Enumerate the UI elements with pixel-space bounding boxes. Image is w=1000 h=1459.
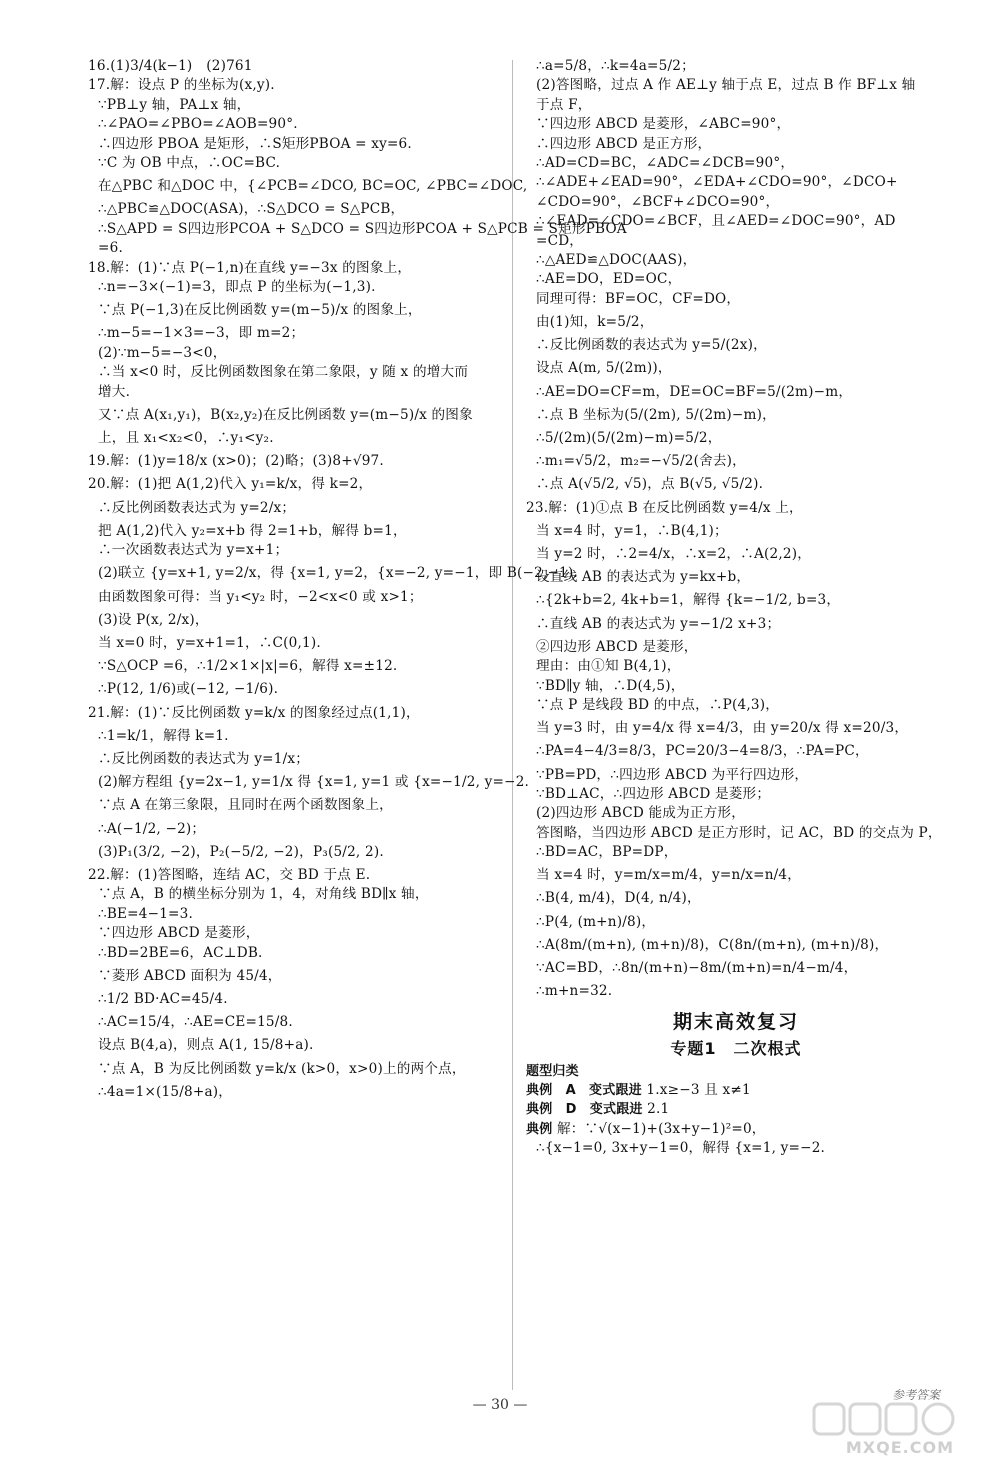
text-line: ∴∠ADE+∠EAD=90°，∠EDA+∠CDO=90°，∠DCO+ <box>536 174 898 191</box>
text-line: 在△PBC 和△DOC 中，{∠PCB=∠DCO, BC=OC, ∠PBC=∠DOC, <box>98 178 528 195</box>
text-line: (2)解方程组 {y=2x−1, y=1/x 得 {x=1, y=1 或 {x=−1/2, y=−2. <box>98 774 530 791</box>
text-line: 22.解：(1)答图略，连结 AC，交 BD 于点 E. <box>88 866 371 883</box>
text-line: ∴P(12, 1/6)或(−12, −1/6). <box>98 681 279 698</box>
text-line: ∴BD=AC，BP=DP， <box>536 844 678 861</box>
section-subtitle: 专题1 二次根式 <box>670 1038 802 1058</box>
text-line: ∴m+n=32. <box>536 983 613 1000</box>
right-column <box>526 58 946 1159</box>
text-line: ∴AC=15/4，∴AE=CE=15/8. <box>98 1014 293 1031</box>
text-line: (2)联立 {y=x+1, y=2/x，得 {x=1, y=2，{x=−2, y=−1，即 B(−2,−1). <box>98 565 578 582</box>
text-line: 答图略，当四边形 ABCD 是正方形时，记 AC，BD 的交点为 P， <box>536 824 942 841</box>
text-line: 由(1)知，k=5/2， <box>536 313 654 330</box>
example-row <box>526 1121 946 1138</box>
text-line: ∠CDO=90°，∠BCF+∠DCO=90°， <box>536 193 780 210</box>
example-label: 典例 A 变式跟进 <box>526 1082 642 1098</box>
text-line: 17.解：设点 P 的坐标为(x,y). <box>88 77 275 94</box>
text-line: ∴反比例函数的表达式为 y=5/(2x)， <box>536 337 767 354</box>
text-line: ∴P(4, (m+n)/8)， <box>536 913 656 930</box>
text-line: (2)∵m−5=−3<0， <box>98 344 227 361</box>
text-line: (3)设 P(x, 2/x)， <box>98 611 209 628</box>
example-row <box>526 1082 946 1099</box>
text-line: ∴S△APD = S四边形PCOA + S△DCO = S四边形PCOA + S△PCB = S矩形PBOA <box>98 220 627 237</box>
text-line: ∵点 A，B 的横坐标分别为 1，4，对角线 BD∥x 轴， <box>98 886 429 903</box>
text-line: ∵菱形 ABCD 面积为 45/4， <box>98 967 282 984</box>
text-line: ∴1/2 BD·AC=45/4. <box>98 990 228 1007</box>
text-line: ∴△PBC≌△DOC(ASA)，∴S△DCO = S△PCB， <box>98 201 405 218</box>
example-answer: 1.x≥−3 且 x≠1 <box>646 1081 751 1098</box>
text-line: ∴m₁=√5/2，m₂=−√5/2(舍去)， <box>536 453 746 470</box>
text-line: 又∵点 A(x₁,y₁)，B(x₂,y₂)在反比例函数 y=(m−5)/x 的图象 <box>98 406 473 423</box>
text-line: ∵PB=PD，∴四边形 ABCD 为平行四边形， <box>536 766 809 783</box>
text-line: 21.解：(1)∵反比例函数 y=k/x 的图象经过点(1,1)， <box>88 704 420 721</box>
text-line: 上，且 x₁<x₂<0，∴y₁<y₂. <box>98 429 274 446</box>
text-line: ∴反比例函数表达式为 y=2/x； <box>98 499 296 516</box>
text-line: ∵BD∥y 轴，∴D(4,5)， <box>536 677 685 694</box>
text-line: 当 x=0 时，y=x+1=1，∴C(0,1). <box>98 634 321 651</box>
footer-stamp: 参考答案 <box>891 1388 940 1402</box>
text-line: 设点 A(m, 5/(2m))， <box>536 360 672 377</box>
text-line: ∵四边形 ABCD 是菱形，∠ABC=90°， <box>536 116 791 133</box>
text-line: ∴当 x<0 时，反比例函数图象在第二象限，y 随 x 的增大而 <box>98 364 469 381</box>
text-line: ∴1=k/1，解得 k=1. <box>98 727 229 744</box>
text-line: ∴直线 AB 的表达式为 y=−1/2 x+3； <box>536 615 781 632</box>
text-line: ∴AE=DO，ED=OC， <box>536 271 682 288</box>
text-line: ∵S△OCP =6，∴1/2×1×|x|=6，解得 x=±12. <box>98 658 398 675</box>
example-row <box>526 1101 946 1118</box>
text-line: 23.解：(1)①点 B 在反比例函数 y=4/x 上， <box>526 499 803 516</box>
text-line: ∵四边形 ABCD 是菱形， <box>98 925 260 942</box>
text-line: ∵点 P(−1,3)在反比例函数 y=(m−5)/x 的图象上， <box>98 302 422 319</box>
text-line: ∴{x−1=0, 3x+y−1=0，解得 {x=1, y=−2. <box>536 1140 826 1157</box>
example-label: 典例 <box>526 1121 553 1137</box>
text-line: 由函数图象可得：当 y₁<y₂ 时，−2<x<0 或 x>1； <box>98 588 423 605</box>
text-line: ∴A(8m/(m+n), (m+n)/8)，C(8n/(m+n), (m+n)/8)， <box>536 936 889 953</box>
section-heading: 题型归类 <box>526 1063 579 1079</box>
text-line: 当 x=4 时，y=m/x=m/4，y=n/x=n/4， <box>536 867 802 884</box>
section-title: 期末高效复习 <box>672 1010 799 1033</box>
text-line: =6. <box>98 240 123 257</box>
text-line: ∴B(4, m/4)，D(4, n/4)， <box>536 890 701 907</box>
example-answer: 解：∵√(x−1)+(3x+y−1)²=0， <box>556 1120 766 1137</box>
example-label: 典例 D 变式跟进 <box>526 1102 643 1118</box>
text-line: ∴{2k+b=2, 4k+b=1，解得 {k=−1/2, b=3， <box>536 592 841 609</box>
text-line: ∴四边形 ABCD 是正方形， <box>536 135 712 152</box>
watermark-url: MXQE.COM <box>845 1438 954 1457</box>
text-line: ∴点 B 坐标为(5/(2m), 5/(2m)−m)， <box>536 406 776 423</box>
text-line: ②四边形 ABCD 是菱形， <box>536 638 698 655</box>
text-line: ∵PB⊥y 轴，PA⊥x 轴， <box>98 96 251 113</box>
text-line: 于点 F， <box>536 96 592 113</box>
text-line: =CD， <box>536 232 584 249</box>
text-line: 20.解：(1)把 A(1,2)代入 y₁=k/x，得 k=2， <box>88 476 373 493</box>
text-line: ∴n=−3×(−1)=3，即点 P 的坐标为(−1,3). <box>98 278 376 295</box>
text-line: 当 y=3 时，由 y=4/x 得 x=4/3，由 y=20/x 得 x=20/3， <box>536 720 909 737</box>
text-line: ∴a=5/8，∴k=4a=5/2； <box>536 58 695 74</box>
text-line: ∴∠PAO=∠PBO=∠AOB=90°. <box>98 116 298 133</box>
text-line: (2)答图略，过点 A 作 AE⊥y 轴于点 E，过点 B 作 BF⊥x 轴 <box>536 77 916 94</box>
text-line: (3)P₁(3/2, −2)，P₂(−5/2, −2)，P₃(5/2, 2). <box>98 843 384 860</box>
text-line: ∵BD⊥AC，∴四边形 ABCD 是菱形； <box>536 785 771 802</box>
text-line: ∵C 为 OB 中点，∴OC=BC. <box>98 154 281 171</box>
text-line: ∴BD=2BE=6，AC⊥DB. <box>98 944 263 961</box>
text-line: 设直线 AB 的表达式为 y=kx+b， <box>536 569 751 586</box>
text-line: ∴∠EAD=∠CDO=∠BCF，且∠AED=∠DOC=90°，AD <box>536 213 896 230</box>
text-line: ∴AD=CD=BC，∠ADC=∠DCB=90°， <box>536 154 795 171</box>
text-line: ∵AC=BD，∴8n/(m+n)−8m/(m+n)=n/4−m/4， <box>536 960 858 977</box>
page-number: — 30 — <box>472 1397 528 1413</box>
text-line: ∴四边形 PBOA 是矩形，∴S矩形PBOA = xy=6. <box>98 135 412 152</box>
text-line: 理由：由①知 B(4,1)， <box>536 658 681 675</box>
text-line: ∴4a=1×(15/8+a)， <box>98 1083 233 1100</box>
text-line: ∴反比例函数的表达式为 y=1/x； <box>98 750 310 767</box>
text-line: ∴AE=DO=CF=m，DE=OC=BF=5/(2m)−m， <box>536 383 853 400</box>
text-line: 19.解：(1)y=18/x (x>0)；(2)略；(3)8+√97. <box>88 453 384 470</box>
text-line: 把 A(1,2)代入 y₂=x+b 得 2=1+b，解得 b=1， <box>98 522 407 539</box>
text-line: ∴5/(2m)(5/(2m)−m)=5/2， <box>536 429 722 446</box>
text-line: 16.(1)3/4(k−1) (2)761 <box>88 58 253 74</box>
watermark <box>810 1400 960 1456</box>
text-line: 当 y=2 时，∴2=4/x，∴x=2，∴A(2,2)， <box>536 545 811 562</box>
text-line: ∴PA=4−4/3=8/3，PC=20/3−4=8/3，∴PA=PC， <box>536 743 869 760</box>
text-line: 18.解：(1)∵点 P(−1,n)在直线 y=−3x 的图象上， <box>88 259 412 276</box>
text-line: ∴BE=4−1=3. <box>98 905 193 922</box>
text-line: (2)四边形 ABCD 能成为正方形， <box>536 805 745 822</box>
example-answer: 2.1 <box>647 1101 670 1118</box>
column-divider <box>512 60 513 1390</box>
text-line: 同理可得：BF=OC，CF=DO， <box>536 290 741 307</box>
text-line: 设点 B(4,a)，则点 A(1, 15/8+a). <box>98 1037 314 1054</box>
text-line: 当 x=4 时，y=1，∴B(4,1)； <box>536 522 728 539</box>
text-line: ∴△AED≌△DOC(AAS)， <box>536 251 697 268</box>
text-line: ∴点 A(√5/2, √5)，点 B(√5, √5/2). <box>536 476 764 493</box>
text-line: ∴一次函数表达式为 y=x+1； <box>98 542 289 559</box>
watermark-logo-icon <box>810 1400 960 1440</box>
text-line: ∴m−5=−1×3=−3，即 m=2； <box>98 325 305 342</box>
text-line: ∵点 A，B 为反比例函数 y=k/x (k>0，x>0)上的两个点， <box>98 1060 466 1077</box>
text-line: ∵点 P 是线段 BD 的中点，∴P(4,3)， <box>536 696 780 713</box>
text-line: ∴A(−1/2, −2)； <box>98 820 206 837</box>
text-line: ∵点 A 在第三象限，且同时在两个函数图象上， <box>98 797 393 814</box>
text-line: 增大. <box>98 383 131 400</box>
